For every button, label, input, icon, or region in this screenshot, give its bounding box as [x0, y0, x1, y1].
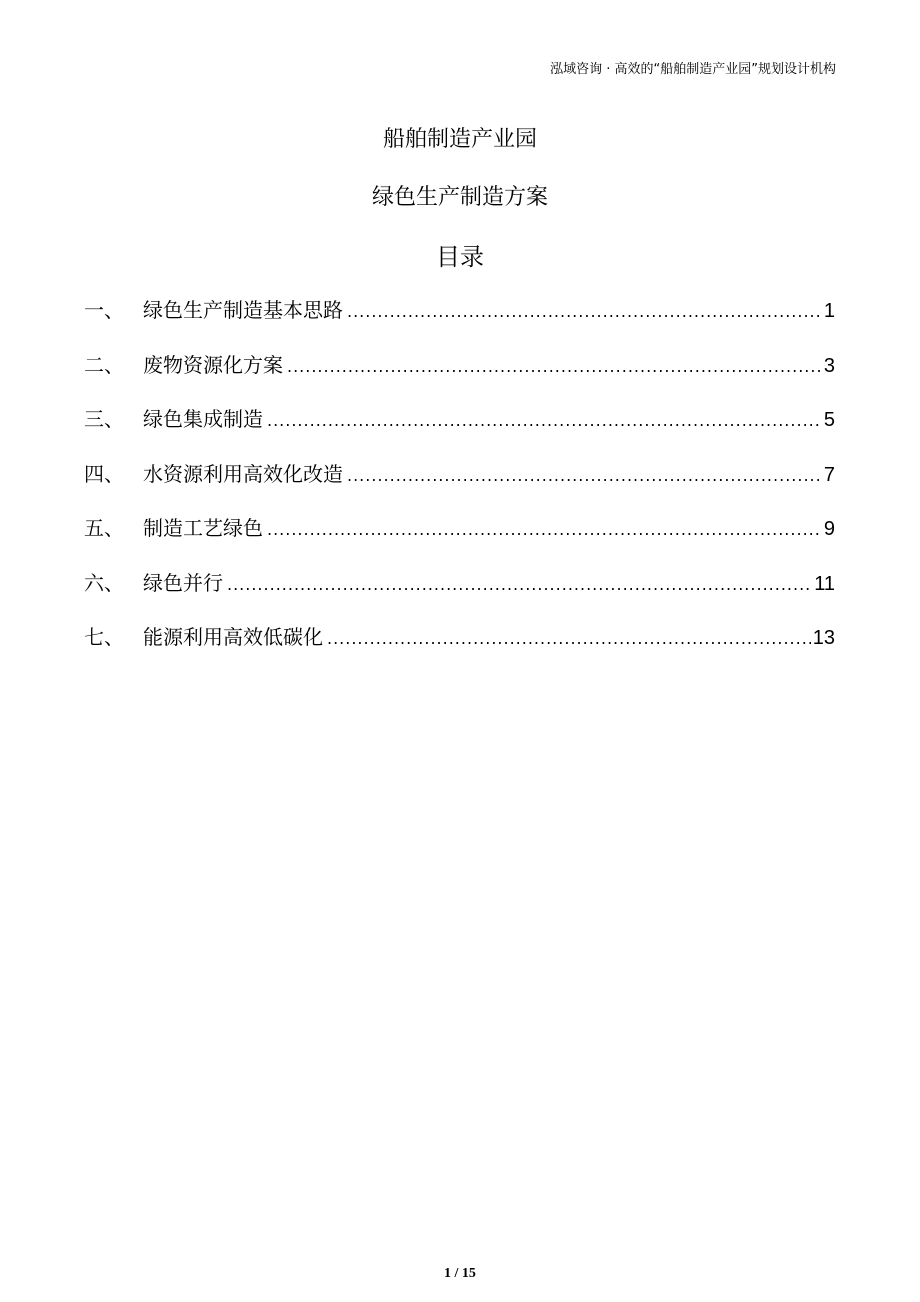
toc-number: 三、: [84, 407, 124, 431]
toc-page: 9: [823, 518, 835, 540]
toc-number: 六、: [84, 571, 124, 595]
toc-page: 5: [823, 409, 835, 431]
toc-leader: [267, 520, 822, 539]
toc-title: 制造工艺绿色: [143, 516, 263, 540]
page-indicator: 1 / 15: [444, 1266, 476, 1281]
toc-page: 13: [812, 627, 835, 649]
toc-page: 3: [823, 355, 835, 377]
toc-leader: [347, 302, 822, 321]
toc-title: 绿色生产制造基本思路: [143, 298, 343, 322]
toc-page: 7: [823, 464, 835, 486]
page-header: 泓域咨询 · 高效的“船舶制造产业园”规划设计机构: [550, 62, 836, 77]
toc-leader: [267, 411, 822, 430]
toc-leader: [227, 575, 812, 594]
toc-entry[interactable]: [84, 567, 835, 597]
toc-number: 四、: [84, 462, 124, 486]
toc-leader: [287, 357, 822, 376]
toc-leader: [327, 629, 811, 648]
toc-title: 水资源利用高效化改造: [143, 462, 343, 486]
toc-title: 绿色并行: [143, 571, 223, 595]
toc-entry[interactable]: [84, 349, 835, 379]
document-subtitle: 绿色生产制造方案: [371, 185, 548, 210]
toc-entry[interactable]: [84, 294, 835, 324]
toc-page: 1: [823, 300, 835, 322]
toc-title: 能源利用高效低碳化: [143, 625, 323, 649]
toc-number: 七、: [84, 625, 124, 649]
toc-number: 五、: [84, 516, 124, 540]
toc-title: 绿色集成制造: [143, 407, 263, 431]
toc-leader: [347, 466, 822, 485]
toc-entry[interactable]: [84, 403, 835, 433]
toc-entry[interactable]: [84, 621, 835, 651]
toc-page: 11: [814, 573, 835, 595]
toc-heading: 目录: [436, 243, 484, 271]
toc-number: 一、: [84, 298, 124, 322]
toc-entry[interactable]: [84, 458, 835, 488]
document-title: 船舶制造产业园: [382, 127, 537, 152]
toc-entry[interactable]: [84, 512, 835, 542]
toc-number: 二、: [84, 353, 124, 377]
toc-title: 废物资源化方案: [143, 353, 283, 377]
